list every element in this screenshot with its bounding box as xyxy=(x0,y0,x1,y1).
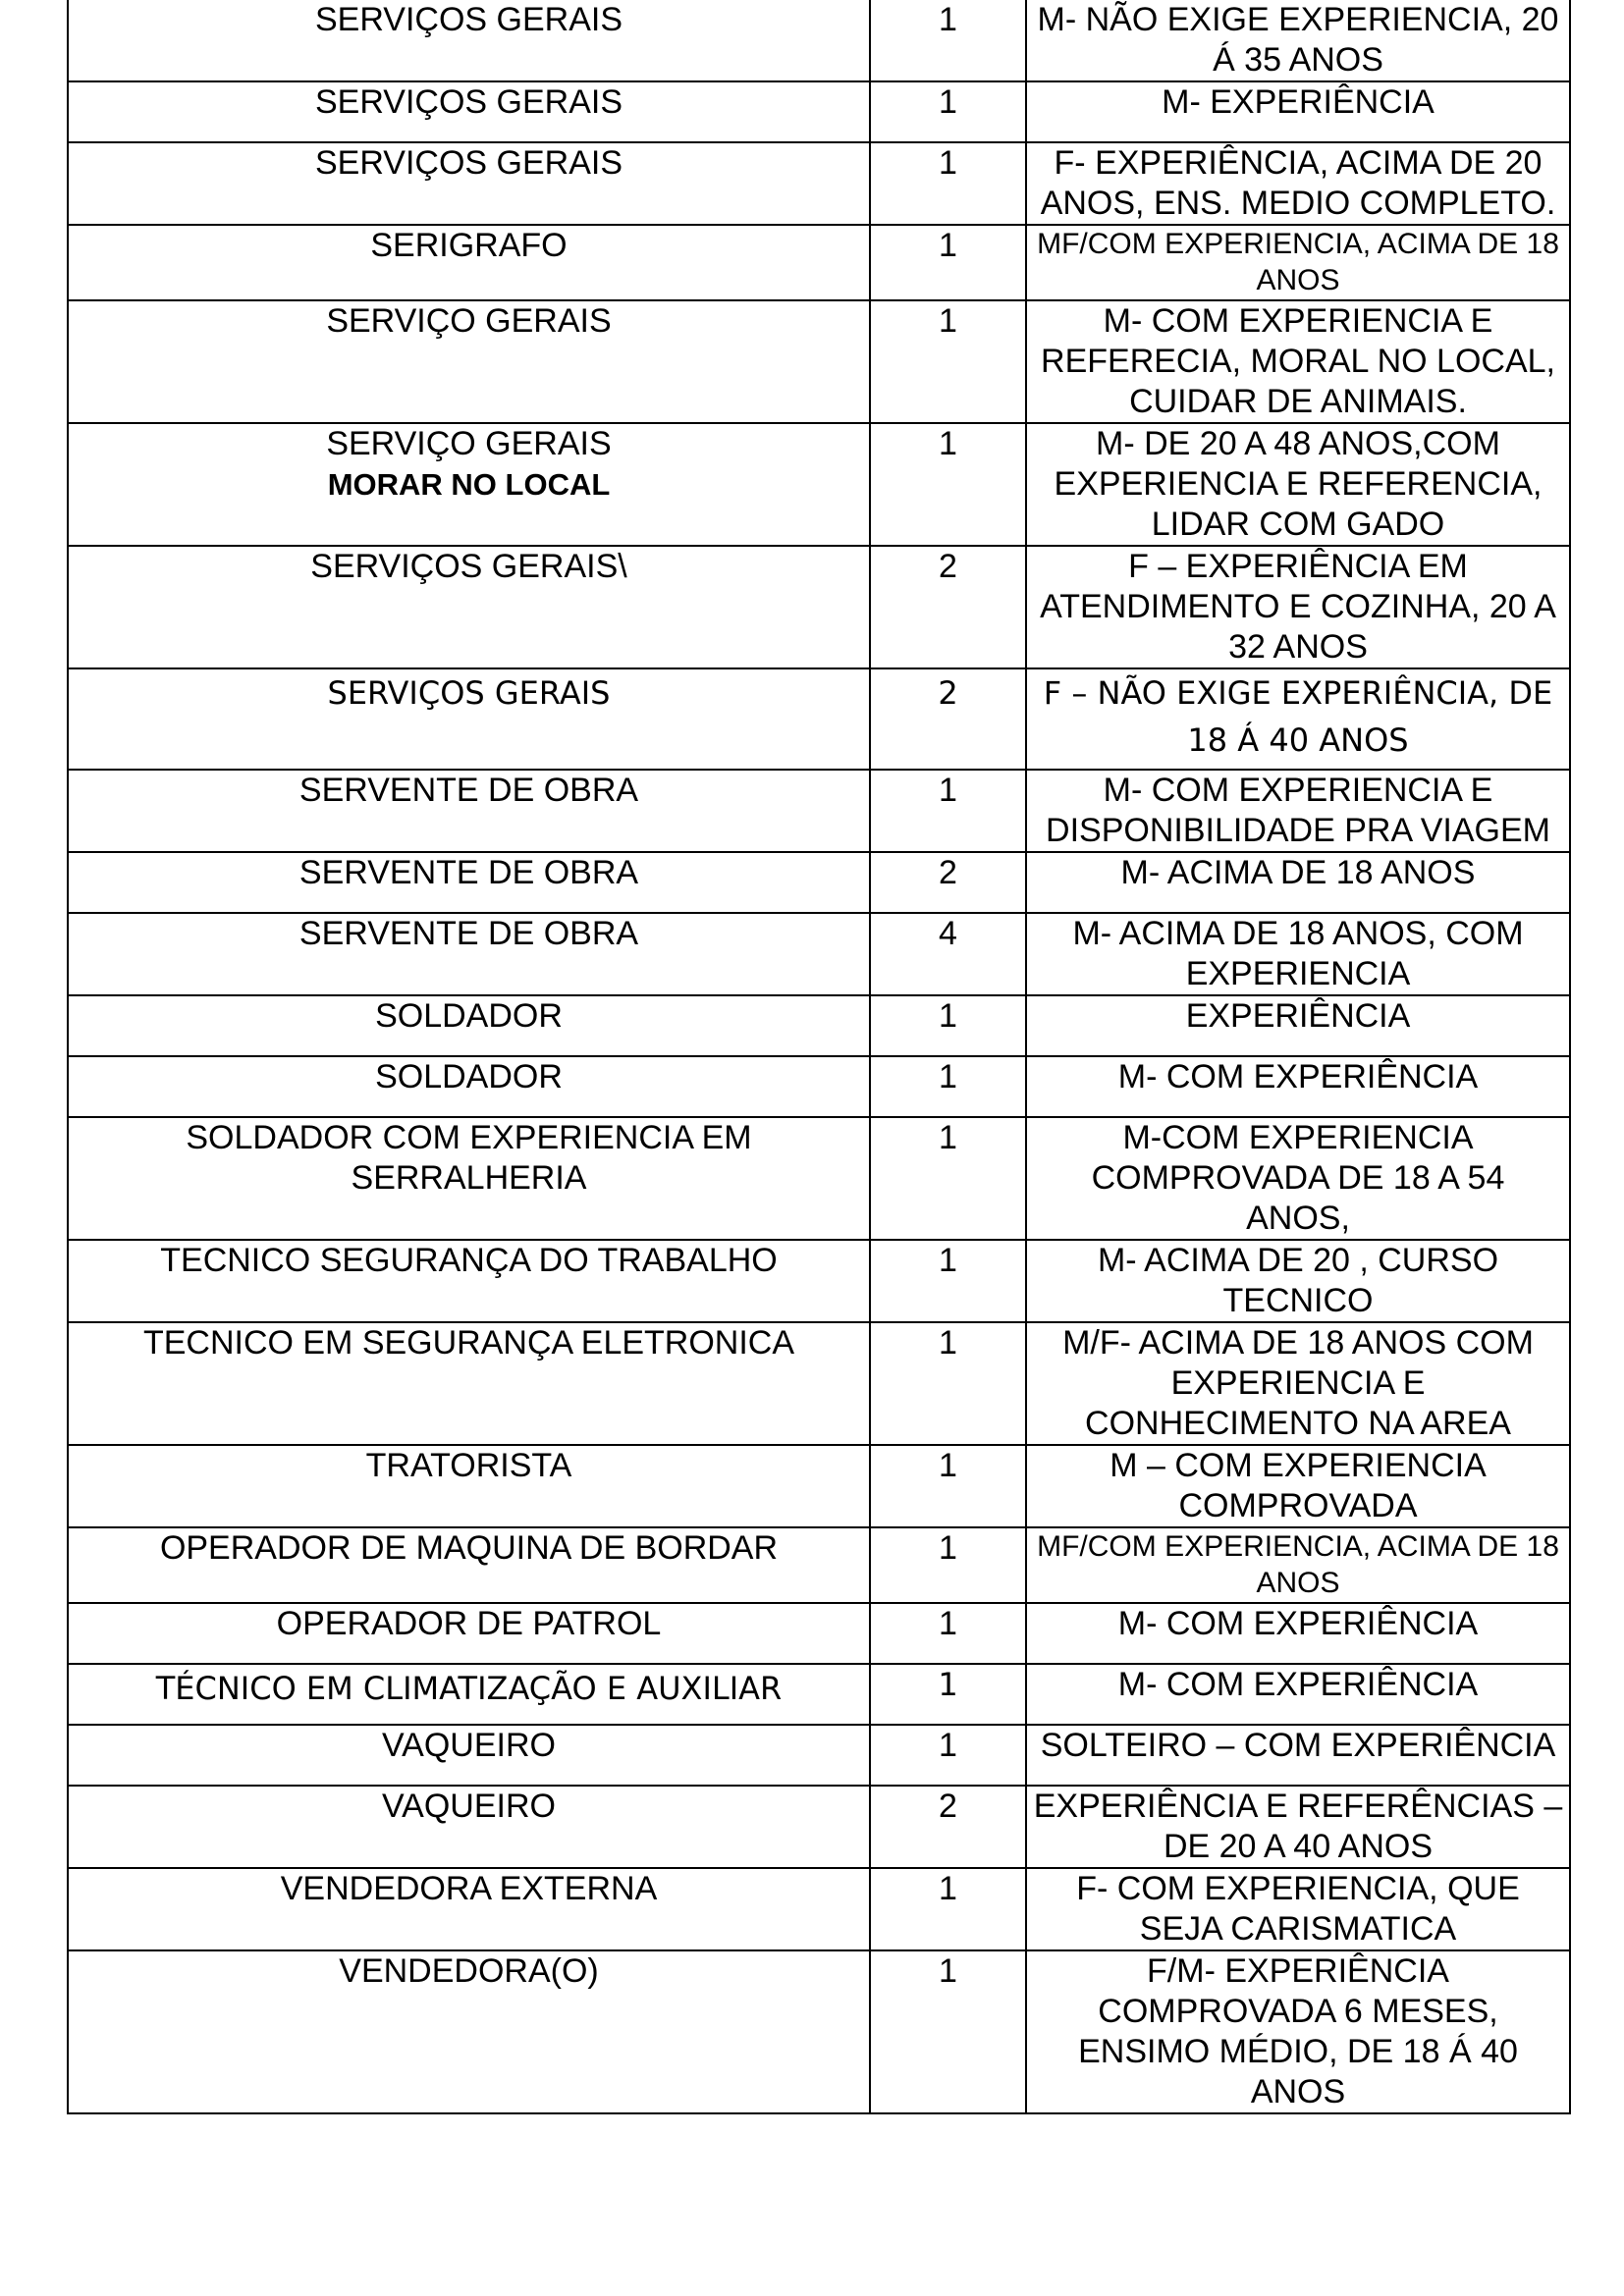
quantity-cell: 4 xyxy=(870,913,1026,995)
requirements-cell: F- EXPERIÊNCIA, ACIMA DE 20 ANOS, ENS. MEDIO COMPLETO. xyxy=(1026,142,1570,225)
role-title: SERVIÇO GERAIS xyxy=(326,425,612,462)
quantity-cell: 1 xyxy=(870,995,1026,1056)
role-cell: VENDEDORA(O) xyxy=(68,1950,870,2113)
role-cell: SERVIÇOS GERAIS xyxy=(68,0,870,81)
table-row xyxy=(68,852,1570,913)
requirements-cell: M-COM EXPERIENCIA COMPROVADA DE 18 A 54 ANOS, xyxy=(1026,1117,1570,1240)
table-row xyxy=(68,225,1570,300)
quantity-cell: 2 xyxy=(870,1786,1026,1868)
role-cell: VAQUEIRO xyxy=(68,1725,870,1786)
table-row xyxy=(68,546,1570,668)
quantity-cell: 2 xyxy=(870,546,1026,668)
role-cell: SERVIÇOS GERAIS xyxy=(68,142,870,225)
requirements-cell: F – NÃO EXIGE EXPERIÊNCIA, DE 18 Á 40 ANOS xyxy=(1026,668,1570,770)
table-row xyxy=(68,1322,1570,1445)
requirements-cell: M – COM EXPERIENCIA COMPROVADA xyxy=(1026,1445,1570,1527)
quantity-cell: 1 xyxy=(870,300,1026,423)
requirements-cell: M- DE 20 A 48 ANOS,COM EXPERIENCIA E REFERENCIA, LIDAR COM GADO xyxy=(1026,423,1570,546)
requirements-cell: EXPERIÊNCIA E REFERÊNCIAS – DE 20 A 40 ANOS xyxy=(1026,1786,1570,1868)
role-cell xyxy=(68,423,870,546)
requirements-cell: SOLTEIRO – COM EXPERIÊNCIA xyxy=(1026,1725,1570,1786)
quantity-cell: 1 xyxy=(870,1056,1026,1117)
quantity-cell: 1 xyxy=(870,1322,1026,1445)
requirements-cell: M- COM EXPERIÊNCIA xyxy=(1026,1664,1570,1725)
role-cell: SERVIÇOS GERAIS xyxy=(68,668,870,770)
table-row xyxy=(68,300,1570,423)
table-row xyxy=(68,1240,1570,1322)
table-row xyxy=(68,1786,1570,1868)
quantity-cell: 2 xyxy=(870,852,1026,913)
requirements-cell: M- COM EXPERIÊNCIA xyxy=(1026,1056,1570,1117)
role-cell: TRATORISTA xyxy=(68,1445,870,1527)
job-vacancies-table xyxy=(67,0,1571,2114)
role-cell: SERVENTE DE OBRA xyxy=(68,770,870,852)
table-row xyxy=(68,1527,1570,1603)
table-row xyxy=(68,1868,1570,1950)
role-cell: SOLDADOR COM EXPERIENCIA EM SERRALHERIA xyxy=(68,1117,870,1240)
table-row xyxy=(68,1056,1570,1117)
role-cell: SERVIÇOS GERAIS xyxy=(68,81,870,142)
role-cell: SERVIÇOS GERAIS\ xyxy=(68,546,870,668)
role-cell: SOLDADOR xyxy=(68,995,870,1056)
quantity-cell: 1 xyxy=(870,0,1026,81)
role-cell: TÉCNICO EM CLIMATIZAÇÃO E AUXILIAR xyxy=(68,1664,870,1725)
table-row xyxy=(68,81,1570,142)
requirements-text: MF/COM EXPERIENCIA, ACIMA DE 18 ANOS xyxy=(1037,1530,1559,1599)
table-row xyxy=(68,770,1570,852)
role-cell: SOLDADOR xyxy=(68,1056,870,1117)
requirements-cell: M- ACIMA DE 20 , CURSO TECNICO xyxy=(1026,1240,1570,1322)
role-cell: SERVENTE DE OBRA xyxy=(68,852,870,913)
quantity-cell: 1 xyxy=(870,770,1026,852)
quantity-cell: 1 xyxy=(870,1527,1026,1603)
quantity-cell: 1 xyxy=(870,1240,1026,1322)
role-cell: VAQUEIRO xyxy=(68,1786,870,1868)
role-cell: SERIGRAFO xyxy=(68,225,870,300)
quantity-cell: 1 xyxy=(870,225,1026,300)
role-note: MORAR NO LOCAL xyxy=(327,467,611,502)
table-row xyxy=(68,1603,1570,1664)
requirements-cell: M- COM EXPERIÊNCIA xyxy=(1026,1603,1570,1664)
quantity-cell: 1 xyxy=(870,1868,1026,1950)
quantity-cell: 1 xyxy=(870,81,1026,142)
quantity-cell: 1 xyxy=(870,1950,1026,2113)
quantity-cell: 1 xyxy=(870,1117,1026,1240)
requirements-cell: F/M- EXPERIÊNCIA COMPROVADA 6 MESES, ENSIMO MÉDIO, DE 18 Á 40 ANOS xyxy=(1026,1950,1570,2113)
role-cell: OPERADOR DE MAQUINA DE BORDAR xyxy=(68,1527,870,1603)
requirements-cell: M- EXPERIÊNCIA xyxy=(1026,81,1570,142)
table-row xyxy=(68,142,1570,225)
role-cell: TECNICO EM SEGURANÇA ELETRONICA xyxy=(68,1322,870,1445)
quantity-cell: 1 xyxy=(870,1603,1026,1664)
requirements-cell: M- ACIMA DE 18 ANOS, COM EXPERIENCIA xyxy=(1026,913,1570,995)
quantity-cell: 1 xyxy=(870,1445,1026,1527)
table-row xyxy=(68,423,1570,546)
requirements-cell: M- COM EXPERIENCIA E DISPONIBILIDADE PRA VIAGEM xyxy=(1026,770,1570,852)
quantity-cell: 2 xyxy=(870,668,1026,770)
requirements-cell: EXPERIÊNCIA xyxy=(1026,995,1570,1056)
quantity-cell: 1 xyxy=(870,423,1026,546)
table-row xyxy=(68,1950,1570,2113)
requirements-cell xyxy=(1026,225,1570,300)
requirements-cell: M- ACIMA DE 18 ANOS xyxy=(1026,852,1570,913)
requirements-cell: M- COM EXPERIENCIA E REFERECIA, MORAL NO LOCAL, CUIDAR DE ANIMAIS. xyxy=(1026,300,1570,423)
table-row xyxy=(68,1725,1570,1786)
role-cell: OPERADOR DE PATROL xyxy=(68,1603,870,1664)
table-row xyxy=(68,1664,1570,1725)
role-cell: TECNICO SEGURANÇA DO TRABALHO xyxy=(68,1240,870,1322)
requirements-cell: F- COM EXPERIENCIA, QUE SEJA CARISMATICA xyxy=(1026,1868,1570,1950)
requirements-cell: M/F- ACIMA DE 18 ANOS COM EXPERIENCIA E CONHECIMENTO NA AREA xyxy=(1026,1322,1570,1445)
requirements-cell xyxy=(1026,1527,1570,1603)
quantity-cell: 1 xyxy=(870,1725,1026,1786)
quantity-cell: 1 xyxy=(870,1664,1026,1725)
requirements-cell: M- NÃO EXIGE EXPERIENCIA, 20 Á 35 ANOS xyxy=(1026,0,1570,81)
table-row xyxy=(68,995,1570,1056)
role-cell: SERVIÇO GERAIS xyxy=(68,300,870,423)
table-row xyxy=(68,668,1570,770)
role-cell: SERVENTE DE OBRA xyxy=(68,913,870,995)
table-row xyxy=(68,0,1570,81)
quantity-cell: 1 xyxy=(870,142,1026,225)
role-cell: VENDEDORA EXTERNA xyxy=(68,1868,870,1950)
table-row xyxy=(68,913,1570,995)
requirements-cell: F – EXPERIÊNCIA EM ATENDIMENTO E COZINHA, 20 A 32 ANOS xyxy=(1026,546,1570,668)
table-row xyxy=(68,1117,1570,1240)
table-row xyxy=(68,1445,1570,1527)
requirements-text: MF/COM EXPERIENCIA, ACIMA DE 18 ANOS xyxy=(1037,228,1559,296)
